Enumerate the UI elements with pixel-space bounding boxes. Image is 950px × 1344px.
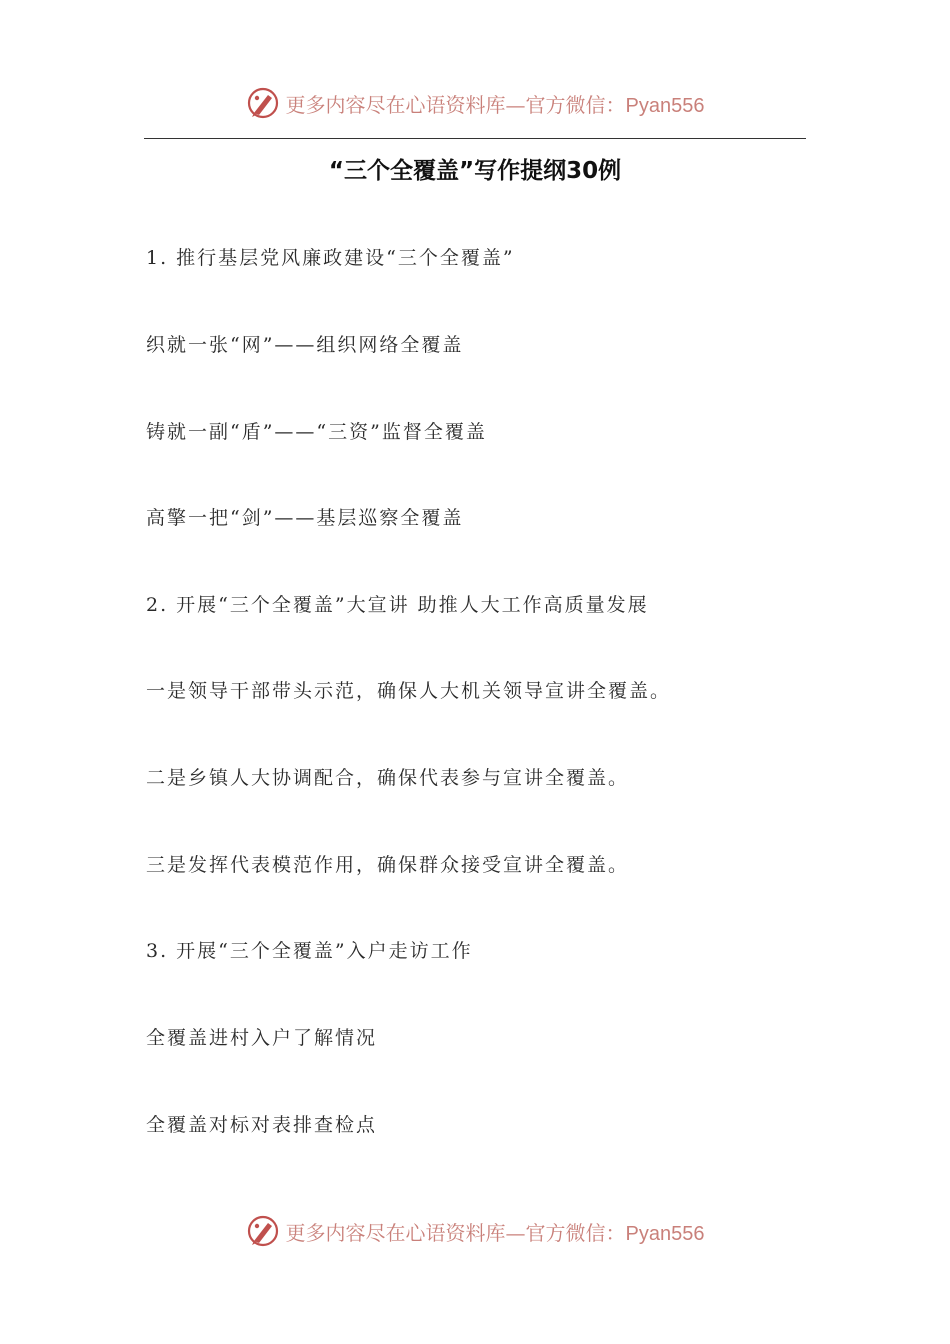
body-line: 全覆盖进村入户了解情况 bbox=[146, 1027, 378, 1049]
body-line: 铸就一副“盾”——“三资”监督全覆盖 bbox=[146, 421, 487, 443]
body-line: 三是发挥代表模范作用，确保群众接受宣讲全覆盖。 bbox=[146, 854, 630, 876]
section-heading-1: 1. 推行基层党风廉政建设“三个全覆盖” bbox=[146, 247, 515, 269]
footer-banner-label: 更多内容尽在心语资料库—官方微信： bbox=[285, 1220, 626, 1245]
document-title: “三个全覆盖”写作提纲30例 bbox=[328, 158, 622, 184]
footer-wechat-handle: Pyan556 bbox=[625, 1222, 705, 1245]
header-rule bbox=[144, 138, 806, 139]
header-banner bbox=[0, 83, 950, 123]
body-line: 全覆盖对标对表排查检点 bbox=[146, 1114, 378, 1136]
header-banner-text bbox=[286, 89, 705, 118]
footer-banner-text bbox=[286, 1217, 705, 1246]
section-heading-3: 3. 开展“三个全覆盖”入户走访工作 bbox=[146, 940, 473, 962]
pen-logo-icon bbox=[246, 1214, 280, 1248]
section-heading-2: 2. 开展“三个全覆盖”大宣讲 助推人大工作高质量发展 bbox=[146, 594, 649, 616]
body-line: 织就一张“网”——组织网络全覆盖 bbox=[146, 334, 464, 356]
body-line: 一是领导干部带头示范，确保人大机关领导宣讲全覆盖。 bbox=[146, 680, 672, 702]
header-wechat-handle: Pyan556 bbox=[625, 94, 705, 117]
header-banner-label: 更多内容尽在心语资料库—官方微信： bbox=[285, 92, 626, 117]
pen-logo-icon bbox=[246, 86, 280, 120]
footer-banner bbox=[0, 1211, 950, 1251]
body-line: 二是乡镇人大协调配合，确保代表参与宣讲全覆盖。 bbox=[146, 767, 630, 789]
body-line: 高擎一把“剑”——基层巡察全覆盖 bbox=[146, 507, 464, 529]
